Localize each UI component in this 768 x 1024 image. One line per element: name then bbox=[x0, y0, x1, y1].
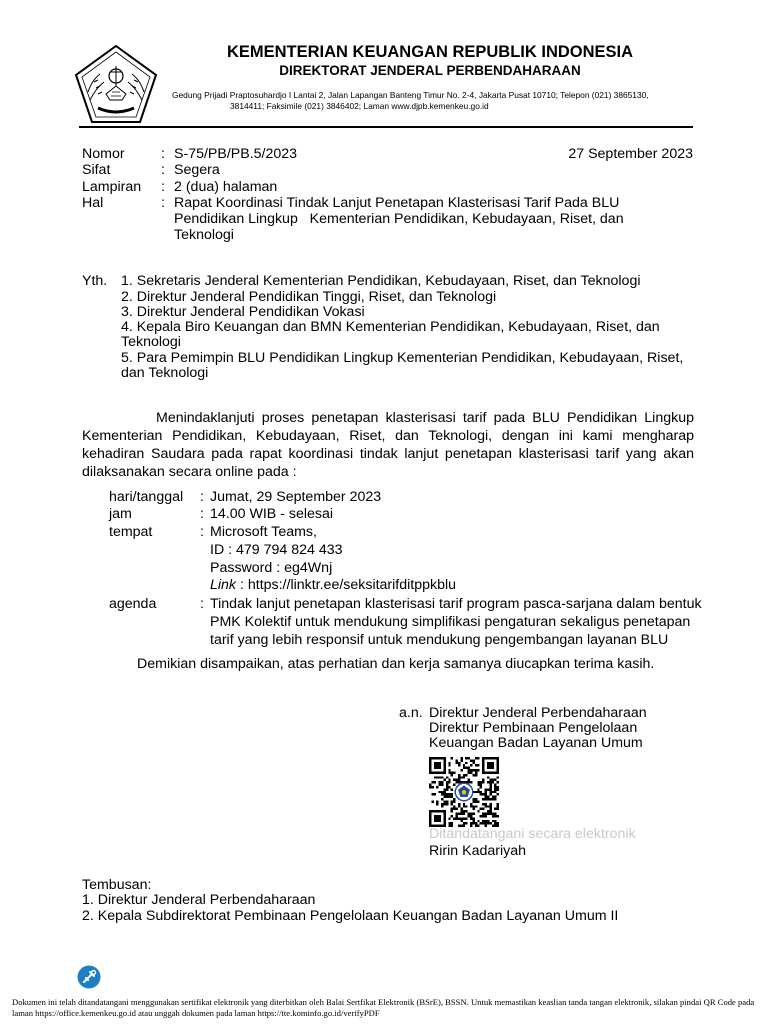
an-marker: a.n. bbox=[399, 705, 423, 721]
recipient-item: Teknologi bbox=[121, 334, 181, 350]
lampiran-value: 2 (dua) halaman bbox=[174, 179, 278, 195]
meeting-password: Password : eg4Wnj bbox=[210, 560, 333, 576]
paragraph-line: kehadiran Saudara pada rapat koordinasi tindak lanjut penetapan klasterisasi tarif yang akan bbox=[82, 446, 694, 462]
lampiran-label: Lampiran bbox=[82, 179, 142, 195]
agenda-colon: : bbox=[200, 596, 204, 612]
paragraph-line: dilaksanakan secara online pada : bbox=[82, 464, 297, 480]
lampiran-colon: : bbox=[161, 179, 165, 195]
tempat-label: tempat bbox=[109, 524, 153, 540]
hari-label: hari/tanggal bbox=[109, 489, 184, 505]
hal-label: Hal bbox=[82, 195, 104, 211]
recipient-item: dan Teknologi bbox=[121, 365, 209, 381]
jam-colon: : bbox=[200, 506, 204, 522]
address-line-1: Gedung Prijadi Praptosuhardjo I Lantai 2, Jalan Lapangan Banteng Timur No. 2-4, Jakarta Pusat 10710; Telepon (021) 3865130, bbox=[172, 90, 649, 100]
tempat-colon: : bbox=[200, 524, 204, 540]
signatory-title-line: Direktur Jenderal Perbendaharaan bbox=[429, 705, 647, 721]
sifat-value: Segera bbox=[174, 162, 220, 178]
paragraph-line: Kementerian Pendidikan, Kebudayaan, Riset, dan Teknologi, dengan ini kami mengharap bbox=[82, 428, 694, 444]
nomor-value: S-75/PB/PB.5/2023 bbox=[174, 146, 298, 162]
tembusan-item: 2. Kepala Subdirektorat Pembinaan Pengelolaan Keuangan Badan Layanan Umum II bbox=[82, 908, 619, 924]
signatory-title-line: Keuangan Badan Layanan Umum bbox=[429, 735, 643, 751]
link-label: Link bbox=[210, 577, 237, 593]
closing-sentence: Demikian disampaikan, atas perhatian dan kerja samanya diucapkan terima kasih. bbox=[137, 656, 655, 672]
signed-electronically-note: Ditandatangani secara elektronik bbox=[429, 826, 636, 842]
agenda-label: agenda bbox=[109, 596, 157, 612]
hal-colon: : bbox=[161, 195, 165, 211]
jam-label: jam bbox=[109, 506, 132, 522]
letter-date: 27 September 2023 bbox=[568, 146, 693, 162]
hari-colon: : bbox=[200, 489, 204, 505]
agenda-line: Tindak lanjut penetapan klasterisasi tarif program pasca-sarjana dalam bentuk bbox=[210, 596, 702, 612]
kemenkeu-emblem-icon bbox=[72, 42, 160, 126]
agenda-line: tarif yang lebih responsif untuk mendukung pengembangan layanan BLU bbox=[210, 632, 669, 648]
signatory-title-line: Direktur Pembinaan Pengelolaan bbox=[429, 720, 638, 736]
hari-value: Jumat, 29 September 2023 bbox=[210, 489, 382, 505]
tempat-value: Microsoft Teams, bbox=[210, 524, 317, 540]
qr-code-icon[interactable] bbox=[429, 757, 499, 827]
sifat-colon: : bbox=[161, 162, 165, 178]
jam-value: 14.00 WIB - selesai bbox=[210, 506, 334, 522]
sifat-label: Sifat bbox=[82, 162, 111, 178]
tembusan-label: Tembusan: bbox=[82, 877, 152, 893]
nomor-colon: : bbox=[161, 146, 165, 162]
link-value: : https://linktr.ee/seksitarifditppkblu bbox=[236, 577, 457, 593]
recipient-item: 4. Kepala Biro Keuangan dan BMN Kementerian Pendidikan, Kebudayaan, Riset, dan bbox=[121, 319, 660, 335]
recipient-item: 2. Direktur Jenderal Pendidikan Tinggi, Riset, dan Teknologi bbox=[121, 289, 497, 305]
tembusan-item: 1. Direktur Jenderal Perbendaharaan bbox=[82, 892, 316, 908]
bsre-logo-icon bbox=[77, 965, 101, 989]
agenda-line: PMK Kolektif untuk mendukung simplifikasi pengaturan sekaligus penetapan bbox=[210, 614, 691, 630]
office-address bbox=[172, 90, 700, 112]
hal-line: Pendidikan Lingkup Kementerian Pendidikan, Kebudayaan, Riset, dan bbox=[174, 211, 624, 227]
directorate-title: DIREKTORAT JENDERAL PERBENDAHARAAN bbox=[279, 63, 581, 78]
ministry-title: KEMENTERIAN KEUANGAN REPUBLIK INDONESIA bbox=[226, 43, 634, 61]
hal-line: Teknologi bbox=[174, 227, 234, 243]
signatory-name: Ririn Kadariyah bbox=[429, 843, 526, 859]
recipients-label: Yth. bbox=[82, 273, 108, 289]
address-line-2: 3814411; Faksimile (021) 3846402; Laman www.djpb.kemenkeu.go.id bbox=[230, 101, 489, 111]
meeting-id: ID : 479 794 824 433 bbox=[210, 542, 343, 558]
header-divider bbox=[79, 126, 693, 128]
recipient-item: 3. Direktur Jenderal Pendidikan Vokasi bbox=[121, 304, 365, 320]
paragraph-line: Menindaklanjuti proses penetapan klasterisasi tarif pada BLU Pendidikan Lingkup bbox=[156, 410, 694, 426]
recipient-item: 1. Sekretaris Jenderal Kementerian Pendidikan, Kebudayaan, Riset, dan Teknologi bbox=[121, 273, 641, 289]
meeting-link[interactable] bbox=[210, 577, 456, 593]
footer-disclaimer: Dokumen ini telah ditandatangani menggunakan sertifikat elektronik yang diterbitkan oleh Balai Sertfikat Elektronik (BSrE), BSSN. Untuk memastikan keaslian tanda tangan elektronik, silakan pindai QR Code pada laman https://office.kemenkeu.go.id atau unggah dokumen pada laman https://tte.kominfo.go.id/verifyPDF bbox=[12, 997, 755, 1018]
hal-line: Rapat Koordinasi Tindak Lanjut Penetapan Klasterisasi Tarif Pada BLU bbox=[174, 195, 620, 211]
nomor-label: Nomor bbox=[82, 146, 125, 162]
recipient-item: 5. Para Pemimpin BLU Pendidikan Lingkup Kementerian Pendidikan, Kebudayaan, Riset, bbox=[121, 350, 684, 366]
